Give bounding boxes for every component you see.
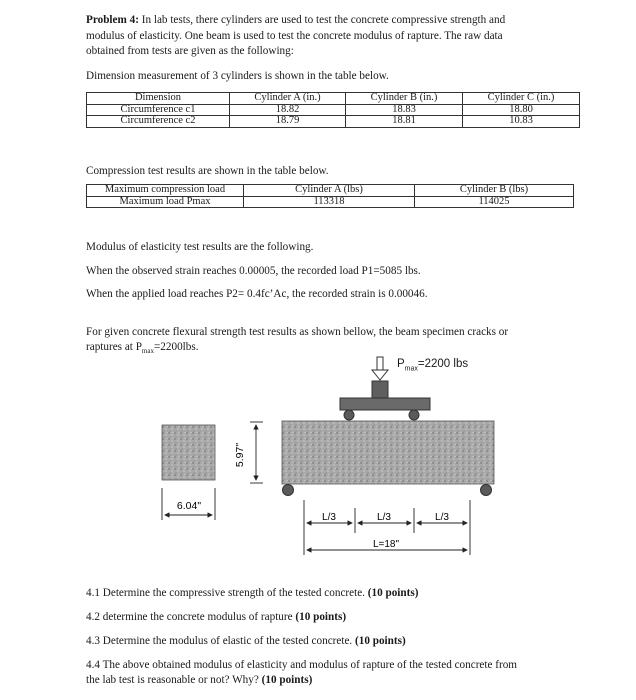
question-4-1 [86, 585, 418, 601]
support-roller [283, 485, 294, 496]
table-cell: Circumference c1 [87, 104, 230, 116]
load-label [397, 357, 468, 376]
loading-roller [409, 410, 419, 420]
question-4-4-cont [86, 672, 312, 688]
table-cell: Maximum load Pmax [87, 196, 244, 208]
load-label-p: P [397, 358, 405, 370]
total-span-label: L=18" [372, 539, 400, 550]
width-label: 6.04" [176, 500, 202, 512]
table-header-cell: Cylinder C (in.) [463, 93, 580, 105]
table-cell: 10.83 [463, 116, 580, 128]
load-arrow-icon [372, 357, 388, 380]
table-cell: 18.79 [230, 116, 346, 128]
table-cell: 18.81 [346, 116, 463, 128]
load-label-value: =2200 lbs [417, 358, 469, 370]
span-label: L/3 [322, 512, 336, 523]
table-cell: 18.80 [463, 104, 580, 116]
span-label: L/3 [435, 512, 449, 523]
height-dimension [250, 422, 263, 483]
table-header-cell: Cylinder B (in.) [346, 93, 463, 105]
question-text: 4.1 Determine the compressive strength of the tested concrete. [86, 587, 368, 599]
compression-caption: Compression test results are shown in the table below. [86, 165, 329, 177]
loading-fixture [340, 381, 430, 420]
table-cell: 113318 [244, 196, 415, 208]
table-cell: 18.82 [230, 104, 346, 116]
elasticity-line-3: When the applied load reaches P2= 0.4fc’Ac, the recorded strain is 0.00046. [86, 288, 428, 300]
elasticity-line-1: Modulus of elasticity test results are the following. [86, 241, 314, 253]
problem-intro-text-1: In lab tests, there cylinders are used to test the concrete compressive strength and [141, 14, 506, 26]
flexural-line-1: For given concrete flexural strength test results as shown bellow, the beam specimen cracks or [86, 326, 509, 338]
table-cell: 114025 [415, 196, 574, 208]
span-label: L/3 [377, 512, 391, 523]
question-4-3 [86, 633, 406, 649]
question-text: 4.4 The above obtained modulus of elasticity and modulus of rapture of the tested concrete from [86, 659, 518, 671]
question-points: (10 points) [261, 674, 313, 686]
question-4-4 [86, 657, 517, 673]
question-points: (10 points) [295, 611, 347, 623]
table-header-cell: Cylinder A (in.) [230, 93, 346, 105]
table-cell: 18.83 [346, 104, 463, 116]
flexural-text-a: raptures at P [86, 341, 142, 353]
problem-intro-line-3: obtained from tests are given as the following: [86, 45, 294, 57]
problem-label: Problem 4: [86, 14, 139, 26]
table-cell: Circumference c2 [87, 116, 230, 128]
question-text: 4.2 determine the concrete modulus of rapture [86, 611, 296, 623]
table-header-cell: Dimension [87, 93, 230, 105]
question-points: (10 points) [367, 587, 419, 599]
flexural-text-b: =2200lbs. [153, 341, 199, 353]
load-label-sub: max [404, 365, 418, 373]
dimension-caption: Dimension measurement of 3 cylinders is shown in the table below. [86, 70, 389, 82]
problem-intro-line-2: modulus of elasticity. One beam is used to test the concrete modulus of rapture. The raw data [86, 30, 503, 42]
table-header-cell: Maximum compression load [87, 185, 244, 197]
question-4-2 [86, 609, 346, 625]
loading-roller [344, 410, 354, 420]
height-label: 5.97" [234, 442, 246, 468]
beam-specimen [282, 421, 494, 484]
question-text: the lab test is reasonable or not? Why? [86, 674, 262, 686]
flexural-subscript: max [141, 347, 154, 356]
beam-cross-section [162, 425, 215, 480]
support-roller [481, 485, 492, 496]
table-header-cell: Cylinder A (lbs) [244, 185, 415, 197]
question-text: 4.3 Determine the modulus of elastic of the tested concrete. [86, 635, 356, 647]
elasticity-line-2: When the observed strain reaches 0.00005, the recorded load P1=5085 lbs. [86, 265, 421, 277]
table-header-cell: Cylinder B (lbs) [415, 185, 574, 197]
question-points: (10 points) [355, 635, 406, 647]
